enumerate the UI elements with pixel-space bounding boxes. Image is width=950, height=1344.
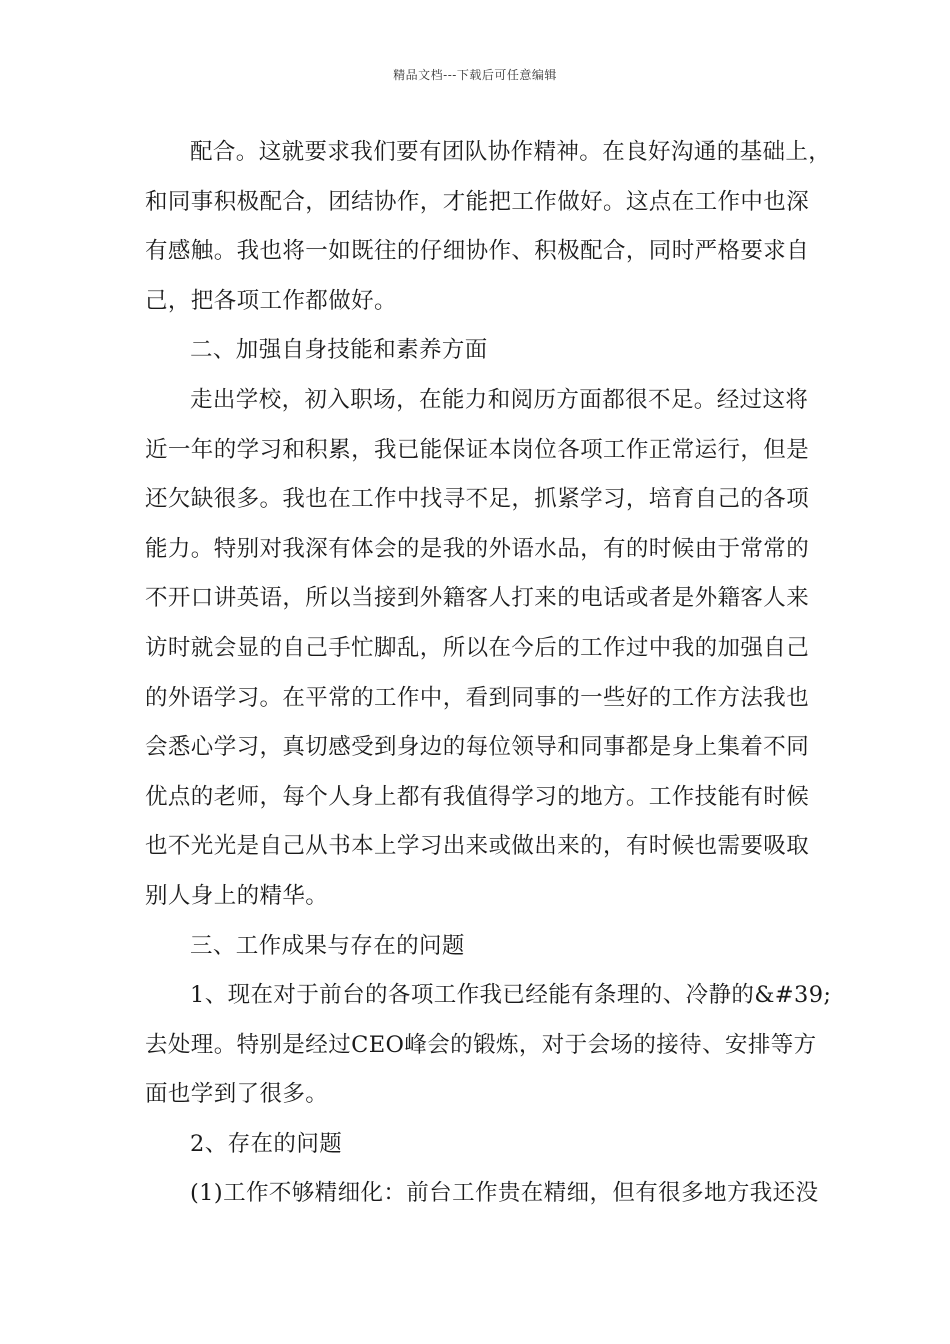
text-line: 配合。这就要求我们要有团队协作精神。在良好沟通的基础上， (190, 139, 832, 165)
text-line: 会悉心学习，真切感受到身边的每位领导和同事都是身上集着不同 (145, 734, 810, 761)
text-line: 别人身上的精华。 (145, 882, 329, 909)
text-line: 面也学到了很多。 (145, 1081, 329, 1108)
subsection-heading: 2、存在的问题 (190, 1130, 343, 1157)
section-heading: 二、加强自身技能和素养方面 (190, 337, 488, 364)
text-line: 和同事积极配合，团结协作，才能把工作做好。这点在工作中也深 (145, 188, 810, 215)
document-body (145, 128, 832, 1219)
text-line: 走出学校，初入职场，在能力和阅历方面都很不足。经过这将 (190, 386, 809, 413)
text-line: 的外语学习。在平常的工作中，看到同事的一些好的工作方法我也 (145, 684, 810, 711)
text-line: 不开口讲英语，所以当接到外籍客人打来的电话或者是外籍客人来 (145, 585, 810, 612)
text-line: 己，把各项工作都做好。 (145, 287, 397, 314)
text-line: 优点的老师，每个人身上都有我值得学习的地方。工作技能有时候 (145, 783, 810, 810)
page-header: 精品文档---下载后可任意编辑 (393, 68, 557, 82)
text-line: 能力。特别对我深有体会的是我的外语水品，有的时候由于常常的 (145, 535, 810, 562)
text-line: 还欠缺很多。我也在工作中找寻不足，抓紧学习，培育自己的各项 (145, 486, 810, 513)
text-line: 也不光光是自己从书本上学习出来或做出来的，有时候也需要吸取 (145, 833, 810, 860)
text-line: (1)工作不够精细化：前台工作贵在精细，但有很多地方我还没 (190, 1180, 819, 1207)
text-line: 访时就会显的自己手忙脚乱，所以在今后的工作过中我的加强自己 (145, 634, 810, 661)
section-heading: 三、工作成果与存在的问题 (190, 932, 465, 959)
text-line: 去处理。特别是经过CEO峰会的锻炼，对于会场的接待、安排等方 (145, 1031, 817, 1058)
text-line: 近一年的学习和积累，我已能保证本岗位各项工作正常运行，但是 (145, 436, 810, 463)
text-line: 有感触。我也将一如既往的仔细协作、积极配合，同时严格要求自 (145, 238, 810, 265)
text-line: 1、现在对于前台的各项工作我已经能有条理的、冷静的&#39; (190, 982, 832, 1009)
